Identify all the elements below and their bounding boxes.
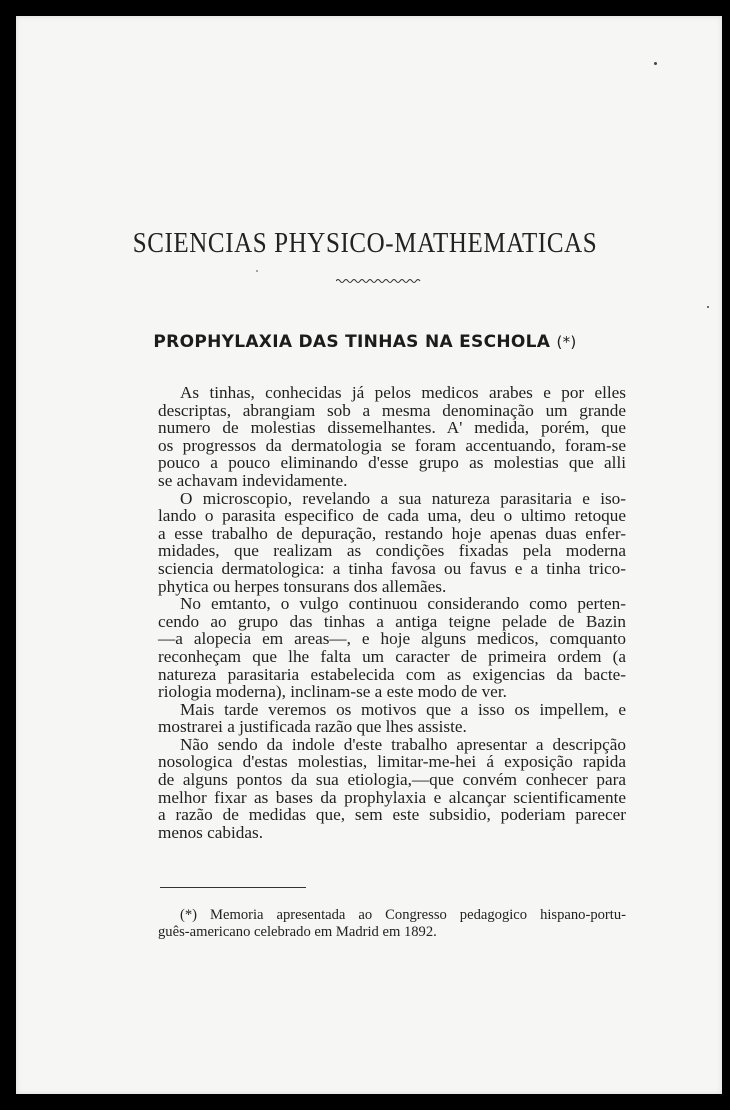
body-line: reconheçam que lhe falta um caracter de primeira ordem (a [158, 646, 626, 666]
body-line: —a alopecia em areas—, e hoje alguns medicos, comquanto [158, 629, 626, 649]
body-line: Mais tarde veremos os motivos que a isso os impellem, e [180, 699, 626, 719]
body-line: se achavam indevidamente. [158, 470, 348, 490]
body-line: os progressos da dermatologia se foram accentuando, foram-se [158, 435, 626, 455]
footnote-mark: (*) [556, 333, 577, 351]
dust-speck [654, 62, 657, 65]
footnote-line: guês-americano celebrado em Madrid em 1892. [158, 923, 437, 940]
body-line: lando o parasita especifico de cada uma, deu o ultimo retoque [158, 506, 626, 526]
body-line: numero de molestias dissemelhantes. A' medida, porém, que [158, 418, 626, 438]
body-line: phytica ou herpes tonsurans dos allemães. [158, 576, 447, 596]
body-line: a esse trabalho de depuração, restando hoje apenas duas enfer- [158, 523, 626, 543]
body-line: menos cabidas. [158, 822, 264, 842]
body-line: No emtanto, o vulgo continuou considerando como perten- [180, 594, 626, 614]
dust-speck [707, 306, 709, 308]
body-line: Não sendo da indole d'este trabalho apresentar a descripção [180, 734, 626, 754]
body-line: As tinhas, conhecidas já pelos medicos arabes e por elles [180, 383, 626, 402]
body-line: a razão de medidas que, sem este subsidio, poderiam parecer [158, 805, 626, 825]
body-line: sciencia dermatologica: a tinha favosa ou favus e a tinha trico- [158, 558, 626, 578]
body-line: midades, que realizam as condições fixadas pela moderna [158, 541, 626, 561]
body-line: melhor fixar as bases da prophylaxia e alcançar scientificamente [158, 787, 626, 807]
footnote [158, 907, 626, 940]
body-line: mostrarei a justificada razão que lhes assiste. [158, 717, 467, 737]
section-heading: SCIENCIAS PHYSICO-MATHEMATICAS [132, 227, 598, 259]
body-line: descriptas, abrangiam sob a mesma denominação um grande [158, 400, 626, 420]
body-line: de alguns pontos da sua etiologia,—que convém conhecer para [158, 770, 626, 790]
footnote-separator [160, 887, 306, 888]
body-line: nosologica d'estas molestias, limitar-me-hei á exposição rapida [158, 752, 626, 772]
body-line: pouco a pouco eliminando d'esse grupo as molestias que alli [158, 453, 626, 473]
ornament-divider-icon [336, 277, 422, 285]
body-line: cendo ao grupo das tinhas a antiga teigne pelade de Bazin [158, 611, 626, 631]
dust-speck [256, 270, 258, 272]
footnote-line: (*) Memoria apresentada ao Congresso pedagogico hispano-portu- [180, 907, 626, 923]
body-line: O microscopio, revelando a sua natureza parasitaria e iso- [180, 488, 626, 508]
article-title [0, 332, 730, 352]
article-title-text: PROPHYLAXIA DAS TINHAS NA ESCHOLA [153, 332, 551, 352]
article-body [158, 384, 626, 841]
body-line: riologia moderna), inclinam-se a este modo de ver. [158, 682, 507, 702]
body-line: natureza parasitaria estabelecida com as exigencias da bacte- [158, 664, 626, 684]
